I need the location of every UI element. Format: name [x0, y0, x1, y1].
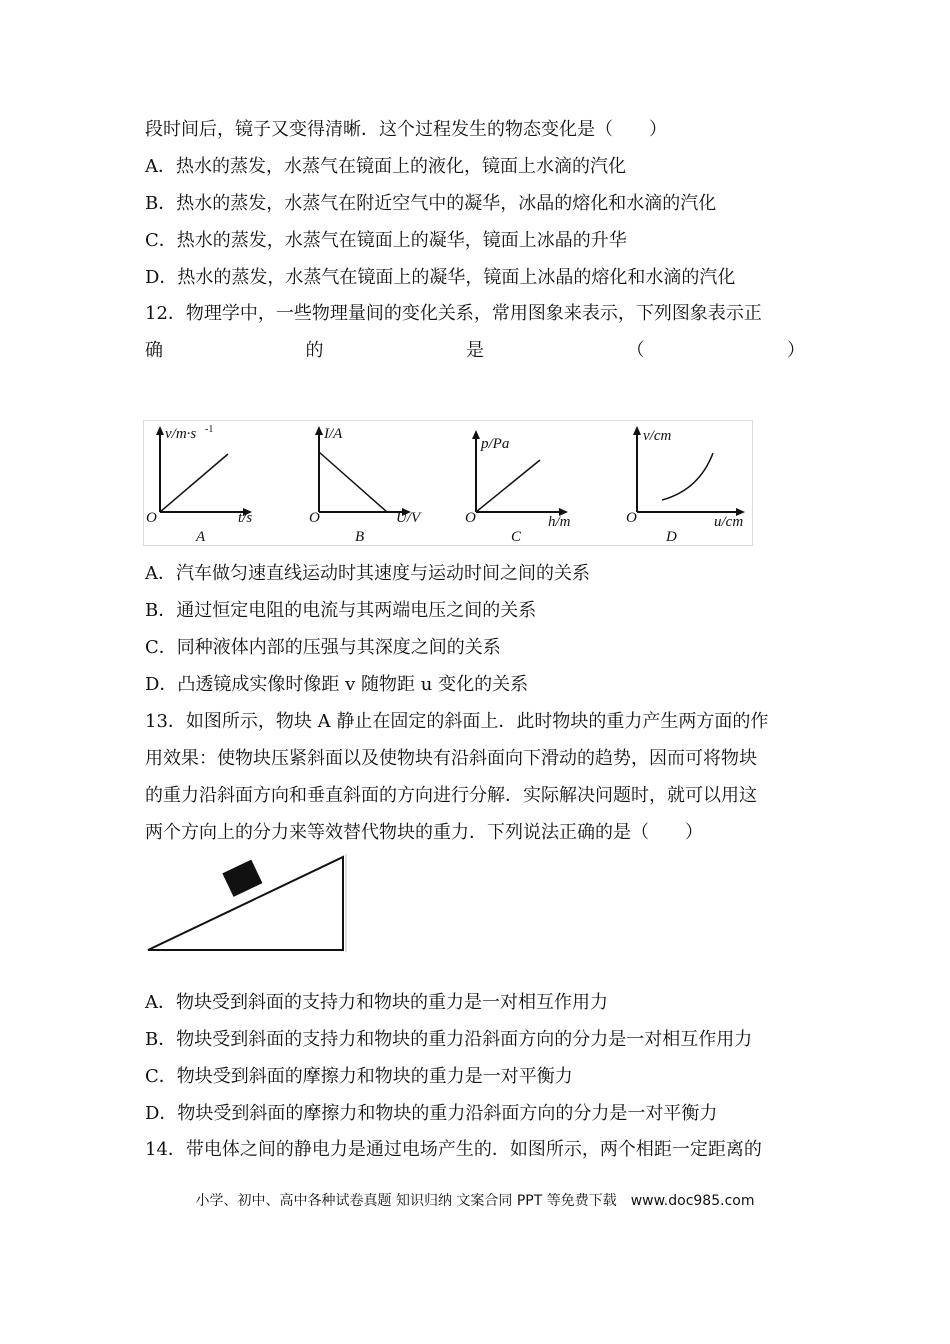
graph-d-origin: O — [626, 510, 637, 526]
q12-option-a: A．汽车做匀速直线运动时其速度与运动时间之间的关系 — [145, 563, 590, 584]
q11-option-d: D．热水的蒸发，水蒸气在镜面上的凝华，镜面上冰晶的熔化和水滴的汽化 — [145, 267, 736, 288]
q13-option-d: D．物块受到斜面的摩擦力和物块的重力沿斜面方向的分力是一对平衡力 — [145, 1103, 718, 1124]
graph-c-tag: C — [511, 529, 522, 545]
graph-b-tag: B — [355, 529, 365, 545]
graph-b-ylabel: I/A — [324, 426, 343, 442]
q12-word-3: 是 — [466, 340, 484, 361]
q13-option-c: C．物块受到斜面的摩擦力和物块的重力是一对平衡力 — [145, 1066, 573, 1087]
q13-stem-line3: 的重力沿斜面方向和垂直斜面的方向进行分解．实际解决问题时，就可以用这 — [145, 785, 757, 806]
block-a — [222, 860, 262, 897]
graph-b-xlabel: U/V — [396, 510, 421, 526]
q12-stem-line1: 12．物理学中，一些物理量间的变化关系，常用图象来表示，下列图象表示正 — [145, 303, 762, 324]
q12-option-c: C．同种液体内部的压强与其深度之间的关系 — [145, 637, 501, 658]
graph-c-ylabel: p/Pa — [481, 436, 510, 452]
q13-stem-line1: 13．如图所示，物块 A 静止在固定的斜面上．此时物块的重力产生两方面的作 — [145, 711, 769, 732]
graph-c-xlabel: h/m — [548, 514, 571, 530]
q12-word-2: 的 — [305, 340, 324, 361]
graph-c-origin: O — [465, 510, 476, 526]
q12-stem-line2 — [145, 339, 805, 363]
graph-a-ysup: -1 — [205, 424, 214, 435]
q12-word-4: （ — [626, 340, 645, 361]
q12-graphs-figure — [143, 420, 753, 546]
q12-word-5: ） — [787, 340, 805, 361]
q13-stem-line4: 两个方向上的分力来等效替代物块的重力．下列说法正确的是（ ） — [145, 822, 703, 843]
q13-incline-figure — [143, 852, 348, 954]
q11-option-a: A．热水的蒸发，水蒸气在镜面上的液化，镜面上水滴的汽化 — [145, 156, 626, 177]
graph-b-origin: O — [309, 510, 320, 526]
q11-option-c: C．热水的蒸发，水蒸气在镜面上的凝华，镜面上冰晶的升华 — [145, 230, 627, 251]
page-footer: 小学、初中、高中各种试卷真题 知识归纳 文案合同 PPT 等免费下载 www.doc985.com — [195, 1193, 755, 1209]
graph-a-origin: O — [146, 510, 157, 526]
graph-d-tag: D — [666, 529, 677, 545]
graph-a-ylabel: v/m·s — [165, 426, 197, 442]
q12-word-1: 确 — [145, 340, 163, 361]
graph-a-xlabel: t/s — [238, 510, 253, 526]
q11-option-b: B．热水的蒸发，水蒸气在附近空气中的凝华，冰晶的熔化和水滴的汽化 — [145, 193, 717, 214]
q13-option-b: B．物块受到斜面的支持力和物块的重力沿斜面方向的分力是一对相互作用力 — [145, 1029, 753, 1050]
q11-stem-tail: 段时间后，镜子又变得清晰．这个过程发生的物态变化是（ ） — [145, 119, 667, 140]
q13-option-a: A．物块受到斜面的支持力和物块的重力是一对相互作用力 — [145, 992, 608, 1013]
q12-option-b: B．通过恒定电阻的电流与其两端电压之间的关系 — [145, 600, 537, 621]
graph-a-tag: A — [196, 529, 206, 545]
graph-d-xlabel: u/cm — [714, 514, 744, 530]
q12-option-d: D．凸透镜成实像时像距 v 随物距 u 变化的关系 — [145, 674, 529, 695]
q13-stem-line2: 用效果：使物块压紧斜面以及使物块有沿斜面向下滑动的趋势，因而可将物块 — [145, 748, 757, 769]
q14-stem-line1: 14．带电体之间的静电力是通过电场产生的．如图所示，两个相距一定距离的 — [145, 1139, 762, 1160]
graph-d-ylabel: v/cm — [643, 428, 672, 444]
